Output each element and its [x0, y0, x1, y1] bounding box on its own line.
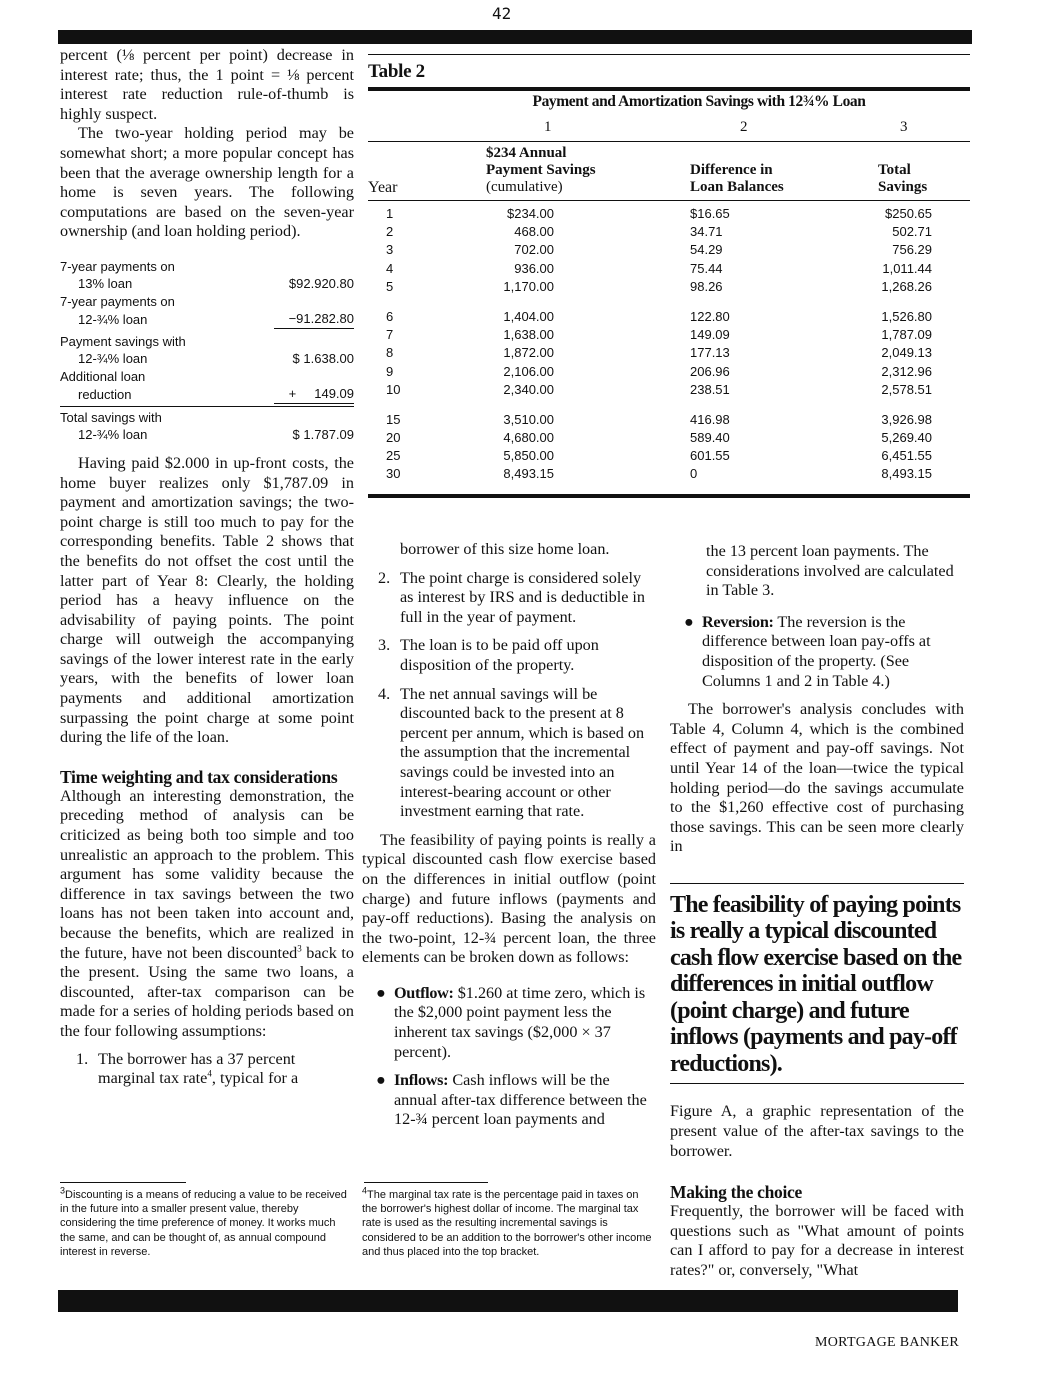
- table-cell-c3: 1,011.44: [882, 260, 932, 276]
- top-rule: [58, 30, 972, 44]
- table-header: [368, 142, 970, 200]
- page-number: 42: [492, 4, 512, 23]
- table-row: [368, 308, 970, 326]
- table-cell-year: 30: [386, 466, 401, 482]
- bottom-rule: [58, 1290, 958, 1312]
- table-cell-c3: 756.29: [892, 242, 932, 258]
- header-year: Year: [368, 179, 398, 196]
- table-cell-c1: 1,872.00: [503, 345, 554, 361]
- table-cell-year: 8: [386, 345, 394, 361]
- table-cell-c3: 502.71: [892, 224, 932, 240]
- table-cell-c1: 2,106.00: [503, 363, 554, 379]
- middle-column: [362, 540, 656, 1139]
- section-heading-time-weighting: Time weighting and tax considerations: [60, 766, 338, 787]
- table-cell-c3: 1,526.80: [881, 308, 932, 324]
- header-total-savings: Total Savings: [878, 162, 928, 195]
- paragraph-borrower-analysis: The borrower's analysis concludes with Table 4, Column 4, which is the combined effect of payment and pay-off savings. Not until Year 14 of the loan—twice the typical holding period—do the savings accumulate to the $1,260 effective cost of purchasing those savings. This can be seen more clearly in: [670, 700, 964, 856]
- table-cell-year: 25: [386, 448, 401, 464]
- table-cell-c2: 98.26: [690, 278, 723, 294]
- table-cell-c3: 2,312.96: [881, 363, 932, 379]
- footnote-rule: [364, 1182, 488, 1183]
- assumption-list: [60, 1050, 354, 1089]
- table-cell-c3: 1,787.09: [881, 327, 932, 343]
- table-body: [368, 201, 970, 484]
- table-cell-c1: 702.00: [514, 242, 554, 258]
- bullet-reversion: ● Reversion: The reversion is the difference between loan pay-offs at disposition of the property. (See Columns 1 and 2 in Table 4.): [684, 612, 931, 690]
- table-cell-c2: $16.65: [690, 206, 730, 221]
- calc-value: $ 1.638.00: [292, 351, 354, 367]
- table-cell-year: 5: [386, 278, 394, 294]
- element-list: [362, 984, 656, 1130]
- assumption-item: 3. The loan is to be paid off upon disposition of the property.: [378, 636, 599, 674]
- table-cell-c2: 238.51: [690, 381, 730, 397]
- table-row: [368, 344, 970, 362]
- table-cell-c3: 3,926.98: [881, 411, 932, 427]
- table-row: [368, 381, 970, 399]
- footnote-4: $^4$The marginal tax rate is the percentage paid in taxes on the borrower's highest dollar of income. The marginal tax rate is used as the resulting incremental savings is considered to be an addition to the borrower's other income and thus placed into the top bracket.: [362, 1185, 652, 1258]
- table-cell-c3: 6,451.55: [881, 448, 932, 464]
- table-row: [368, 260, 970, 278]
- table-cell-year: 1: [386, 206, 394, 221]
- table-cell-c3: 2,578.51: [881, 381, 932, 397]
- paragraph-intro: percent (⅛ percent per point) decrease in interest rate; thus, the 1 point = ⅛ percent interest rate reduction rule-of-thumb is highly suspect.: [60, 46, 354, 123]
- table-row: [368, 465, 970, 483]
- table-cell-c2: 149.09: [690, 327, 730, 343]
- table-cell-c1: 1,638.00: [503, 327, 554, 343]
- table-row: [368, 223, 970, 241]
- table-cell-c1: $234.00: [507, 206, 554, 221]
- table-row: [368, 411, 970, 429]
- paragraph-although: Although an interesting demonstration, the preceding method of analysis can be criticized as being both too simple and too unrealistic an approach to the problem. This argument has some validity because the difference in tax savings between the two loans has not been taken into account and, because the benefits, which are realized in the future, have not been discounted$^3$ back to the present. Using the same two loans, a discounted, after-tax comparison can be made for a series of holding periods based on the four following assumptions:: [60, 786, 354, 1040]
- table-cell-c2: 122.80: [690, 308, 730, 324]
- table-cell-year: 7: [386, 327, 394, 343]
- calc-value: + 149.09: [274, 385, 354, 404]
- table-cell-c1: 3,510.00: [503, 411, 554, 427]
- table-cell-year: 3: [386, 242, 394, 258]
- table-cell-c1: 2,340.00: [503, 381, 554, 397]
- table-cell-c1: 468.00: [514, 224, 554, 240]
- table-cell-year: 15: [386, 411, 401, 427]
- assumption-item: 1. The borrower has a 37 percent marginal tax rate$^4$, typical for a: [76, 1049, 299, 1088]
- table-cell-c3: 1,268.26: [881, 278, 932, 294]
- table-cell-c2: 0: [690, 466, 698, 482]
- table-cell-c2: 601.55: [690, 448, 730, 464]
- table-row: [368, 363, 970, 381]
- table-title: Payment and Amortization Savings with 12¾% Loan: [532, 93, 866, 110]
- table-cell-c2: 34.71: [690, 224, 723, 240]
- footnote-3: $^3$Discounting is a means of reducing a value to be received in the future into a smaller present value, thereby considering the time preference of money. It works much the same, and can be thought of, as annual compound interest in reverse.: [60, 1185, 347, 1258]
- table-row: [368, 447, 970, 465]
- assumption-item: 4. The net annual savings will be discounted back to the present at 8 percent per annum, which is based on the assumption that the incremental savings could be invested into an interest-bearing account or other investment earning that rate.: [378, 684, 645, 821]
- table-row: [368, 241, 970, 259]
- table-cell-year: 4: [386, 260, 394, 276]
- paragraph-feasibility: The feasibility of paying points is really a typical discounted cash flow exercise based on the differences in initial outflow (point charge) and future inflows (payments and pay-off reductions). Basing the analysis on the two-point, 12-¾ percent loan, the three elements can be broken down as follows:: [362, 830, 656, 967]
- right-column: [670, 542, 964, 1281]
- calc-value: $ 1.787.09: [292, 427, 354, 443]
- table-cell-c3: 5,269.40: [881, 430, 932, 446]
- calc-value: $92.920.80: [288, 276, 354, 292]
- table-row: [368, 429, 970, 447]
- header-loan-balances: Difference in Loan Balances: [690, 162, 784, 195]
- table-cell-c1: 936.00: [514, 260, 554, 276]
- table-cell-year: 6: [386, 308, 394, 324]
- paragraph-figure-a: Figure A, a graphic representation of the present value of the after-tax savings to the borrower.: [670, 1102, 964, 1160]
- table-cell-c2: 589.40: [690, 430, 730, 446]
- assumption-item: 2. The point charge is considered solely as interest by IRS and is deductible in full in the year of payment.: [378, 568, 646, 626]
- table-cell-c1: 1,170.00: [503, 278, 554, 294]
- continued-text: the 13 percent loan payments. The considerations involved are calculated in Table 3.: [706, 542, 954, 600]
- table-cell-year: 9: [386, 363, 394, 379]
- table-cell-c1: 4,680.00: [503, 430, 554, 446]
- table-cell-c2: 206.96: [690, 363, 730, 379]
- table-column-numbers: 1 2 3: [544, 119, 908, 135]
- table-cell-c2: 54.29: [690, 242, 723, 258]
- table-cell-c1: 8,493.15: [503, 466, 554, 482]
- bullet-outflow: ● Outflow: $1.260 at time zero, which is the $2,000 point payment less the inherent tax savings ($2,000 × 37 percent).: [376, 983, 646, 1061]
- table-row: [368, 278, 970, 296]
- section-heading-making-choice: Making the choice: [670, 1182, 802, 1203]
- table-cell-c1: 5,850.00: [503, 448, 554, 464]
- table-cell-c3: 8,493.15: [881, 466, 932, 482]
- left-column: [60, 46, 354, 1098]
- pull-quote: The feasibility of paying points is really a typical discounted cash flow exercise based on the differences in initial outflow (point charge) and future inflows (payments and pay-off reductions).: [670, 883, 964, 1085]
- table-cell-year: 10: [386, 381, 401, 397]
- table-cell-c3: 2,049.13: [881, 345, 932, 361]
- publication-footer: MORTGAGE BANKER: [815, 1335, 960, 1350]
- assumption-list-continued: [362, 569, 656, 822]
- table-row: [368, 326, 970, 344]
- paragraph-having-paid: Having paid $2.000 in up-front costs, the home buyer realizes only $1,787.09 in payment and amortization savings; the two-point charge is still too much to pay for the corresponding benefits. Table 2 shows that the benefits do not offset the cost until the latter part of Year 8: Clearly, the holding period has a heavy influence on the advisability of paying points. The point charge will outweigh the accompanying savings of the lower interest rate in the early years, with the benefits of lower loan payments and additional amortization surpassing the point charge at some point during the life of the loan.: [60, 453, 354, 747]
- paragraph-frequently: Frequently, the borrower will be faced with questions such as "What amount of points can I afford to pay for a decrease in interest rates?" or, conversely, "What: [670, 1202, 964, 1279]
- calc-value: −91.282.80: [274, 310, 354, 329]
- paragraph-holding: The two-year holding period may be somewhat short; a more popular concept has been that the average ownership length for a home is seven years. The following computations are based on the seven-year ownership (and loan holding period).: [60, 124, 354, 241]
- table-label: Table 2: [368, 61, 425, 82]
- bullet-inflows: ● Inflows: Cash inflows will be the annual after-tax difference between the 12-¾ percent loan payments and: [376, 1071, 647, 1129]
- table-cell-c2: 416.98: [690, 411, 730, 427]
- header-payment-savings: $234 Annual Payment Savings (cumulative): [486, 145, 596, 195]
- table-2: [368, 54, 970, 498]
- continued-text: borrower of this size home loan.: [400, 540, 610, 558]
- table-cell-c3: $250.65: [885, 206, 932, 221]
- table-row: [368, 205, 970, 223]
- element-list-continued: [670, 613, 964, 691]
- table-cell-c2: 75.44: [690, 260, 723, 276]
- computation-block: 7-year payments on 13% loan $92.920.80 7-year payments on 12-¾% loan −91.282.80 Payment savings with 12-¾% loan $ 1.638.00 Additional loan reduction + 149.09 Total savings with 12-¾% loan $ 1.787.09: [60, 258, 354, 443]
- footnote-rule: [60, 1182, 186, 1183]
- table-cell-year: 20: [386, 430, 401, 446]
- table-cell-c2: 177.13: [690, 345, 730, 361]
- table-cell-c1: 1,404.00: [503, 308, 554, 324]
- table-cell-year: 2: [386, 224, 394, 240]
